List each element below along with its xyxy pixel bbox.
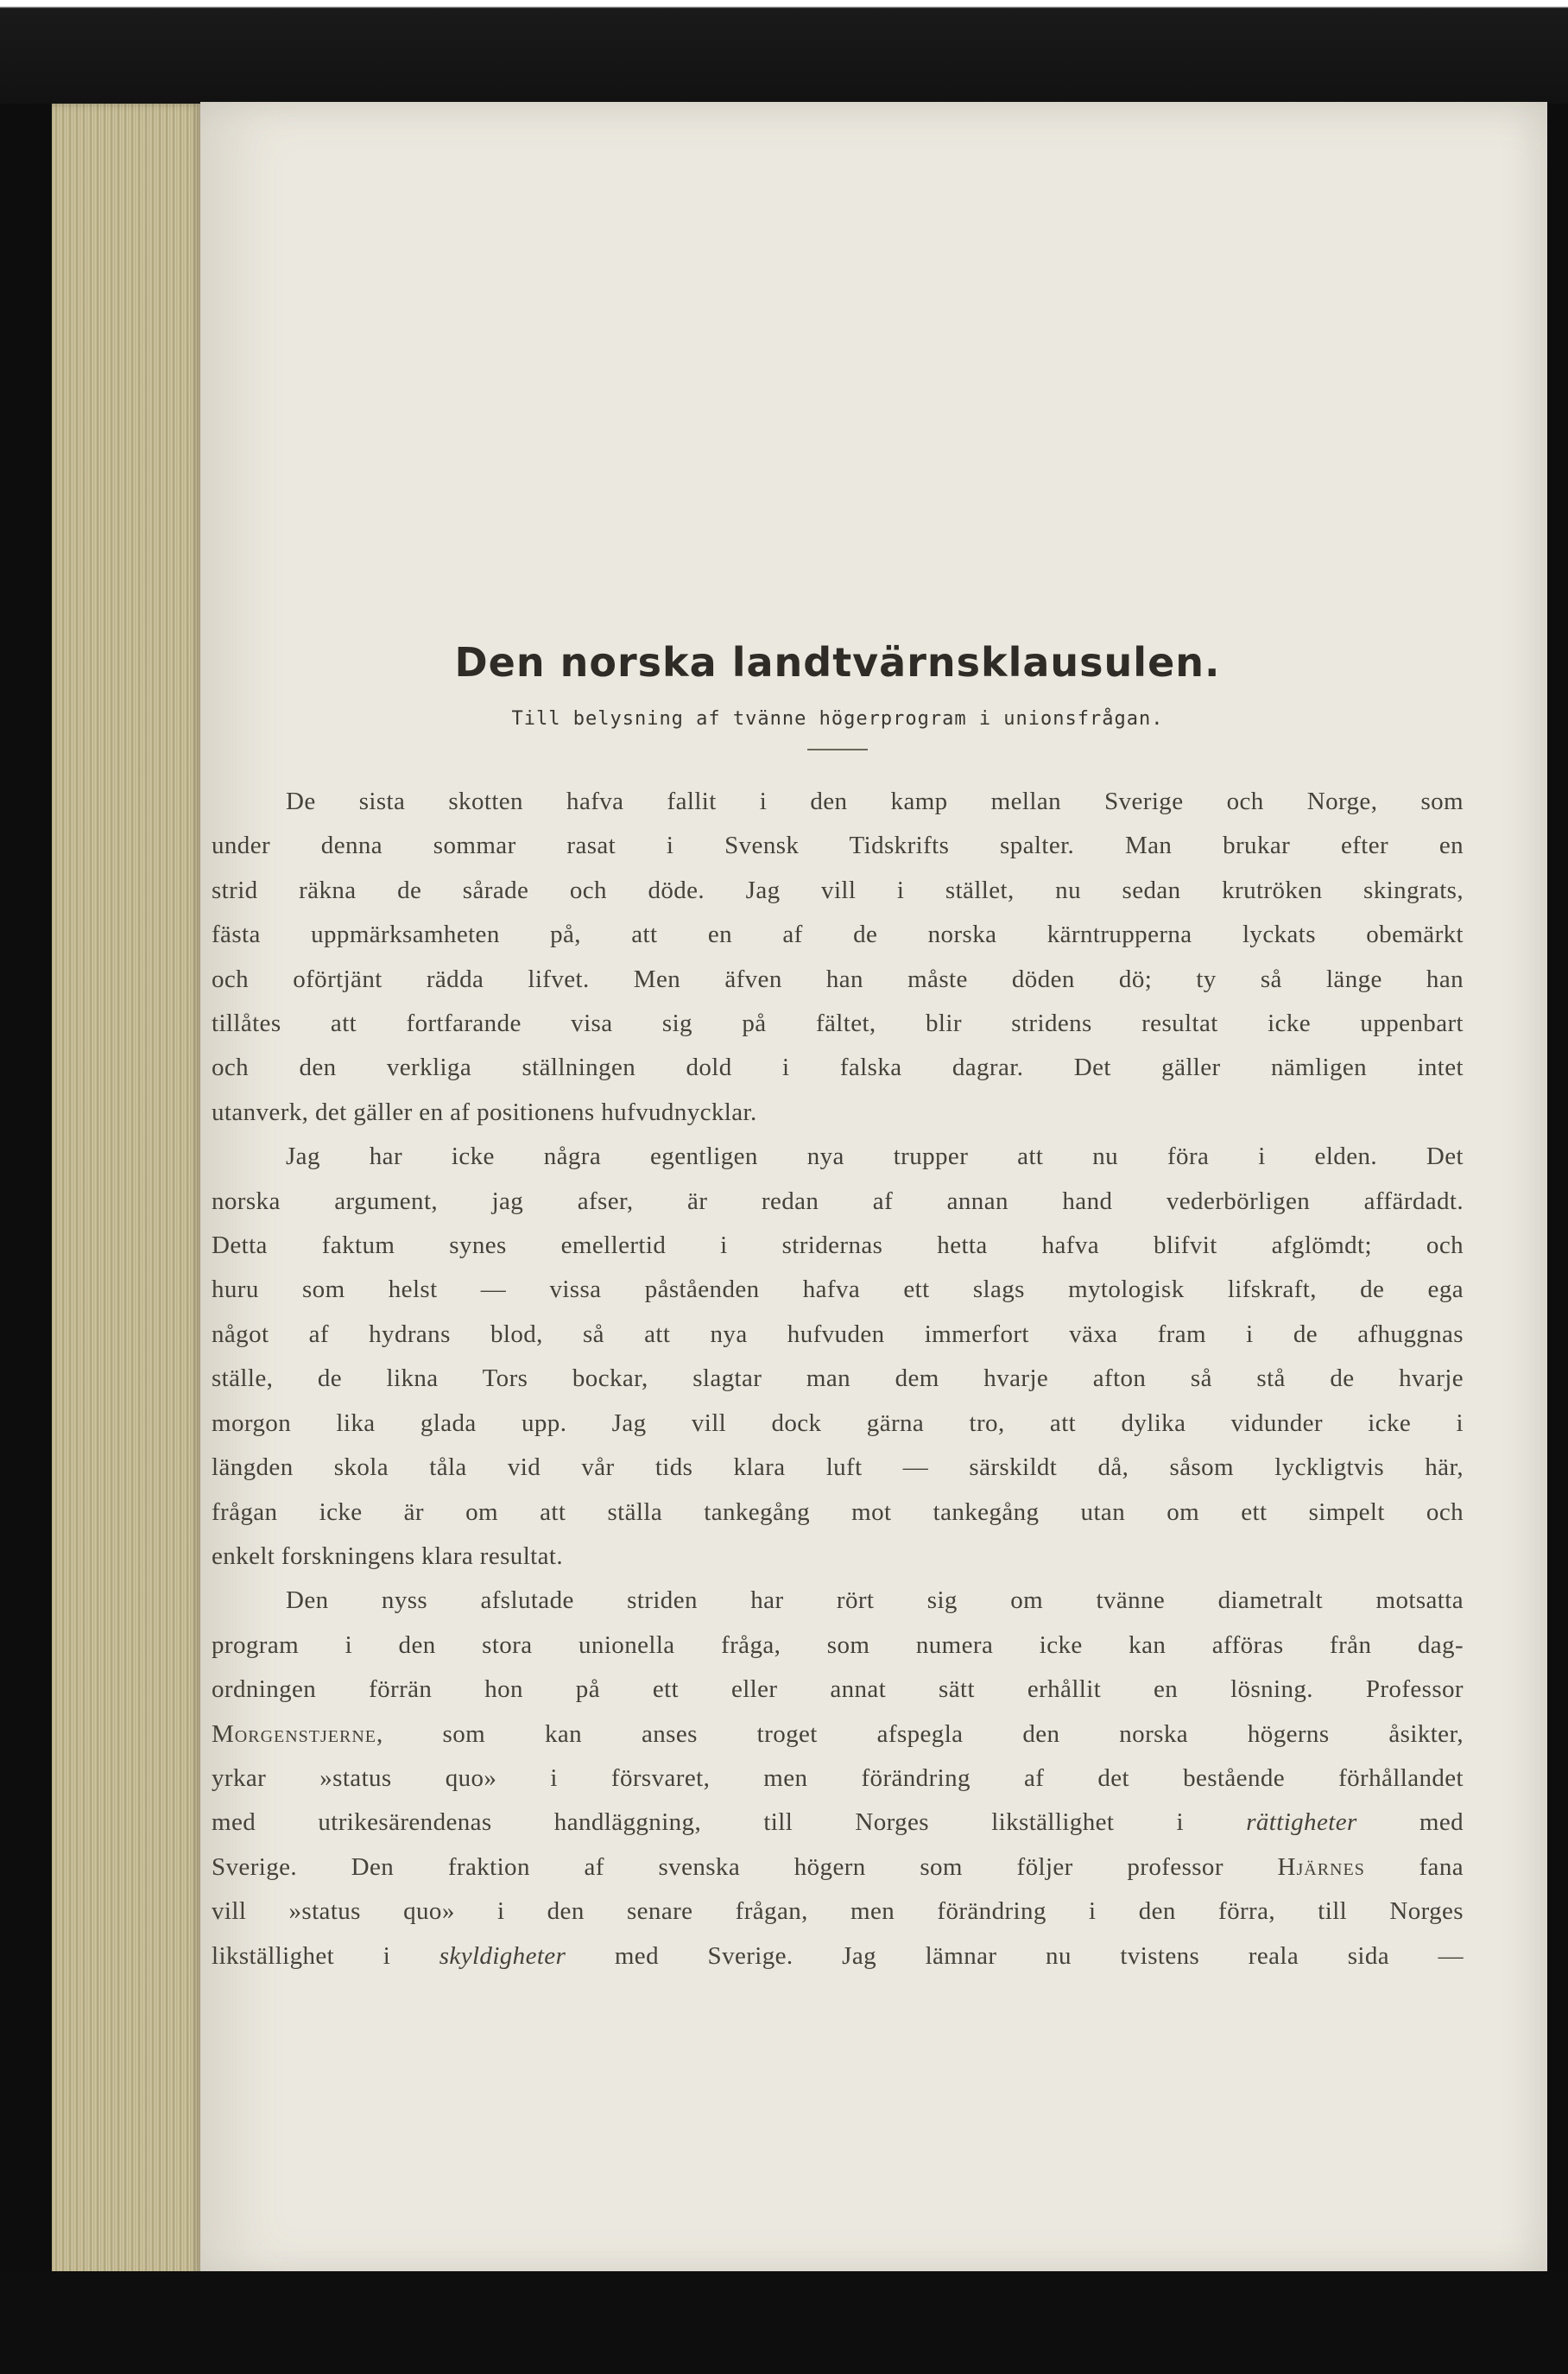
- title-divider: [807, 749, 868, 750]
- text-line: längden skola tåla vid vår tids klara luft — särskildt då, såsom lyckligtvis här,: [212, 1453, 1464, 1482]
- text-line: utanverk, det gäller en af positionens hufvudnycklar.: [212, 1098, 757, 1126]
- text-line: ställe, de likna Tors bockar, slagtar man dem hvarje afton så stå de hvarje: [212, 1364, 1464, 1393]
- text-line: under denna sommar rasat i Svensk Tidskrifts spalter. Man brukar efter en: [212, 832, 1464, 860]
- emphasis-text: skyldigheter: [439, 1941, 566, 1970]
- text-line: och den verkliga ställningen dold i falska dagrar. Det gäller nämligen intet: [212, 1054, 1464, 1082]
- text-span: med Sverige. Jag lämnar nu tvistens reala sida —: [566, 1941, 1464, 1970]
- text-span: med: [1356, 1808, 1464, 1837]
- person-name: Morgenstjerne: [212, 1719, 377, 1748]
- text-line: norska argument, jag afser, är redan af annan hand vederbörligen affärdadt.: [212, 1187, 1464, 1215]
- text-line: morgon lika glada upp. Jag vill dock gärna tro, att dylika vidunder icke i: [212, 1409, 1464, 1437]
- bottom-border: [0, 2271, 1568, 2374]
- text-line: Jag har icke några egentligen nya trupper att nu föra i elden. Det: [286, 1143, 1464, 1171]
- article-title: Den norska landtvärnsklausulen.: [454, 639, 1221, 686]
- article-subtitle: Till belysning af tvänne högerprogram i unionsfrågan.: [511, 708, 1164, 730]
- text-line: något af hydrans blod, så att nya hufvuden immerfort växa fram i de afhuggnas: [212, 1320, 1464, 1348]
- text-span: Sverige. Den fraktion af svenska högern som följer professor: [212, 1852, 1278, 1881]
- emphasis-text: rättigheter: [1246, 1808, 1357, 1837]
- text-line: [212, 1934, 1464, 1978]
- text-line: De sista skotten hafva fallit i den kamp mellan Sverige och Norge, som: [286, 788, 1464, 815]
- paragraph-3: [212, 1579, 1464, 1978]
- text-line: [212, 1712, 1464, 1757]
- text-line: Detta faktum synes emellertid i stridernas hetta hafva blifvit afglömdt; och: [212, 1231, 1464, 1260]
- person-name: Hjärnes: [1277, 1852, 1365, 1881]
- text-span: med utrikesärendenas handläggning, till Norges likställighet i: [212, 1808, 1247, 1837]
- text-line: fästa uppmärksamheten på, att en af de norska kärntrupperna lyckats obemärkt: [212, 921, 1464, 949]
- text-line: strid räkna de sårade och döde. Jag vill i stället, nu sedan krutröken skingrats,: [212, 876, 1464, 904]
- text-span: , som kan anses troget afspegla den norska högerns åsikter,: [376, 1719, 1464, 1748]
- text-line: [212, 1845, 1464, 1890]
- text-line: frågan icke är om att ställa tankegång mot tankegång utan om ett simpelt och: [212, 1497, 1464, 1526]
- page-content: [212, 639, 1464, 1978]
- paragraph-2: [212, 1135, 1464, 1579]
- text-line: enkelt forskningens klara resultat.: [212, 1542, 563, 1570]
- text-line: ordningen förrän hon på ett eller annat sätt erhållit en lösning. Professor: [212, 1675, 1464, 1704]
- text-line: huru som helst — vissa påståenden hafva ett slags mytologisk lifskraft, de ega: [212, 1276, 1464, 1304]
- text-span: fana: [1364, 1852, 1464, 1881]
- text-line: tillåtes att fortfarande visa sig på fältet, blir stridens resultat icke uppenbart: [212, 1010, 1464, 1038]
- text-line: Den nyss afslutade striden har rört sig om tvänne diametralt motsatta: [286, 1586, 1464, 1615]
- text-line: yrkar »status quo» i försvaret, men förändring af det bestående förhållandet: [212, 1763, 1464, 1792]
- book-page-edges: [52, 104, 203, 2280]
- text-line: [212, 1801, 1464, 1845]
- text-line: program i den stora unionella fråga, som numera icke kan afföras från dag-: [212, 1630, 1464, 1659]
- text-span: likställighet i: [212, 1941, 439, 1970]
- text-line: och oförtjänt rädda lifvet. Men äfven han måste döden dö; ty så länge han: [212, 965, 1464, 993]
- text-line: vill »status quo» i den senare frågan, men förändring i den förra, till Norges: [212, 1897, 1464, 1926]
- paragraph-1: [212, 780, 1464, 1135]
- top-border: [0, 0, 1568, 104]
